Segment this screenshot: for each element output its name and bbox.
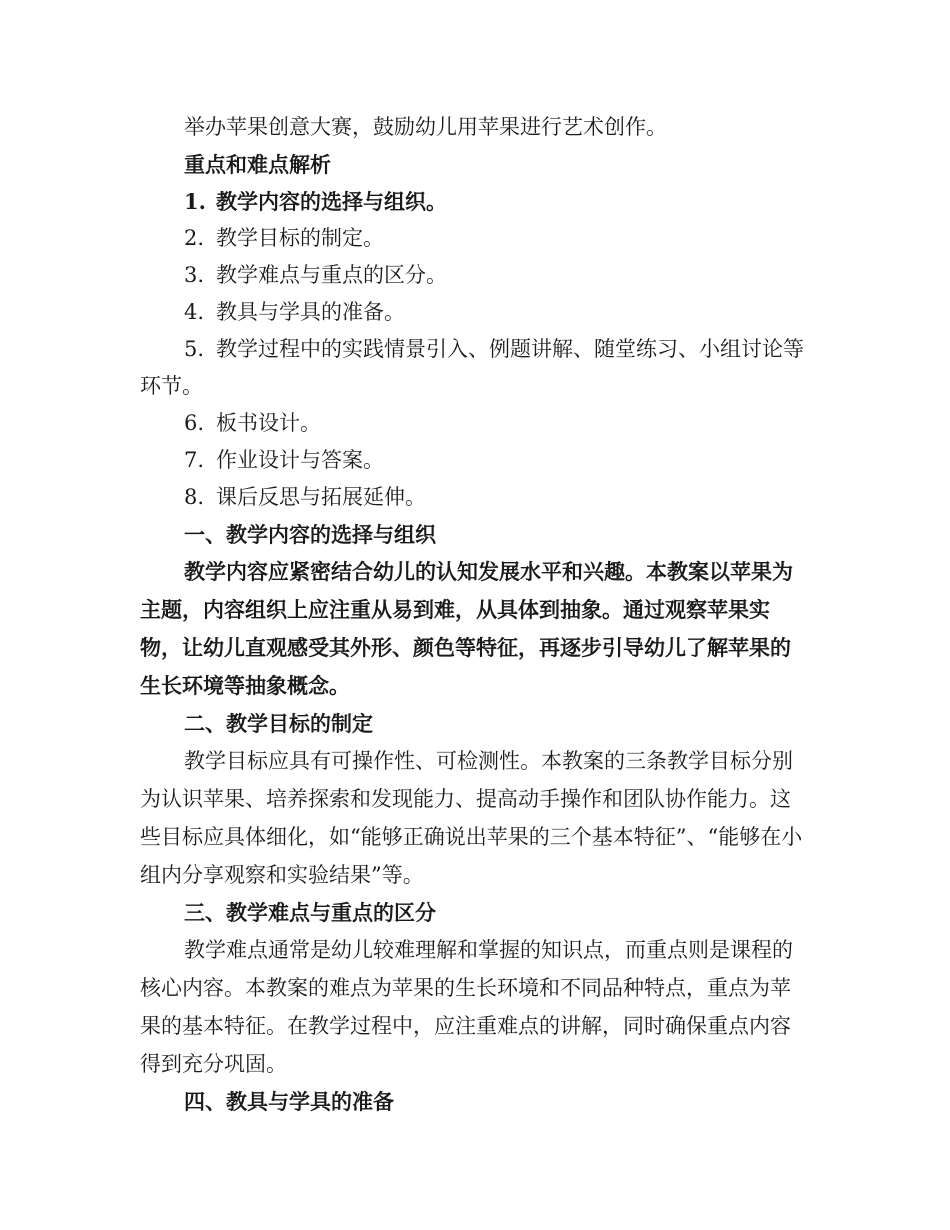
section-body: 教学内容应紧密结合幼儿的认知发展水平和兴趣。本教案以苹果为主题，内容组织上应注重从易到难，从具体到抽象。通过观察苹果实物，让幼儿直观感受其外形、颜色等特征，再逐步引导幼儿了解苹果的生长环境等抽象概念。: [140, 559, 793, 698]
list-item-number: 4.: [184, 300, 205, 324]
list-item-number: 5.: [184, 337, 205, 361]
list-item-number: 8.: [184, 485, 205, 509]
section-body: 教学目标应具有可操作性、可检测性。本教案的三条教学目标分别为认识苹果、培养探索和发现能力、提高动手操作和团队协作能力。这些目标应具体细化，如“能够正确说出苹果的三个基本特征”、“能够在小组内分享观察和实验结果”等。: [140, 749, 803, 887]
list-item-number: 3.: [184, 263, 205, 287]
list-item-text: 教学目标的制定。: [216, 226, 384, 250]
list-item: [140, 257, 808, 294]
list-item-text: 课后反思与拓展延伸。: [216, 485, 426, 509]
section-body: 教学难点通常是幼儿较难理解和掌握的知识点，而重点则是课程的核心内容。本教案的难点为苹果的生长环境和不同品种特点，重点为苹果的基本特征。在教学过程中，应注重难点的讲解，同时确保重点内容得到充分巩固。: [140, 938, 793, 1076]
list-item-text: 教具与学具的准备。: [216, 300, 405, 324]
list-item-number: 1.: [184, 189, 206, 214]
section-heading: 二、教学目标的制定: [184, 711, 373, 736]
list-item: [140, 220, 808, 257]
list-item: [140, 183, 808, 220]
section-heading: 三、教学难点与重点的区分: [184, 900, 436, 925]
list-item-number: 2.: [184, 226, 205, 250]
list-item: [140, 405, 808, 442]
list-item-text: 教学内容的选择与组织。: [216, 189, 447, 214]
list-item-number: 7.: [184, 448, 205, 472]
list-item: [140, 479, 808, 516]
section-heading: 四、教具与学具的准备: [184, 1089, 394, 1114]
analysis-heading: 重点和难点解析: [184, 152, 331, 177]
list-item-text: 作业设计与答案。: [216, 448, 384, 472]
list-item: [140, 294, 808, 331]
list-item-number: 6.: [184, 411, 205, 435]
intro-line: 举办苹果创意大赛，鼓励幼儿用苹果进行艺术创作。: [184, 115, 667, 139]
section-heading: 一、教学内容的选择与组织: [184, 522, 436, 547]
list-item-text: 板书设计。: [216, 411, 321, 435]
list-item: [140, 442, 808, 479]
list-item: [140, 331, 808, 405]
list-item-text: 教学难点与重点的区分。: [216, 263, 447, 287]
list-item-text: 教学过程中的实践情景引入、例题讲解、随堂练习、小组讨论等环节。: [140, 337, 804, 398]
document-content: [140, 109, 808, 1120]
